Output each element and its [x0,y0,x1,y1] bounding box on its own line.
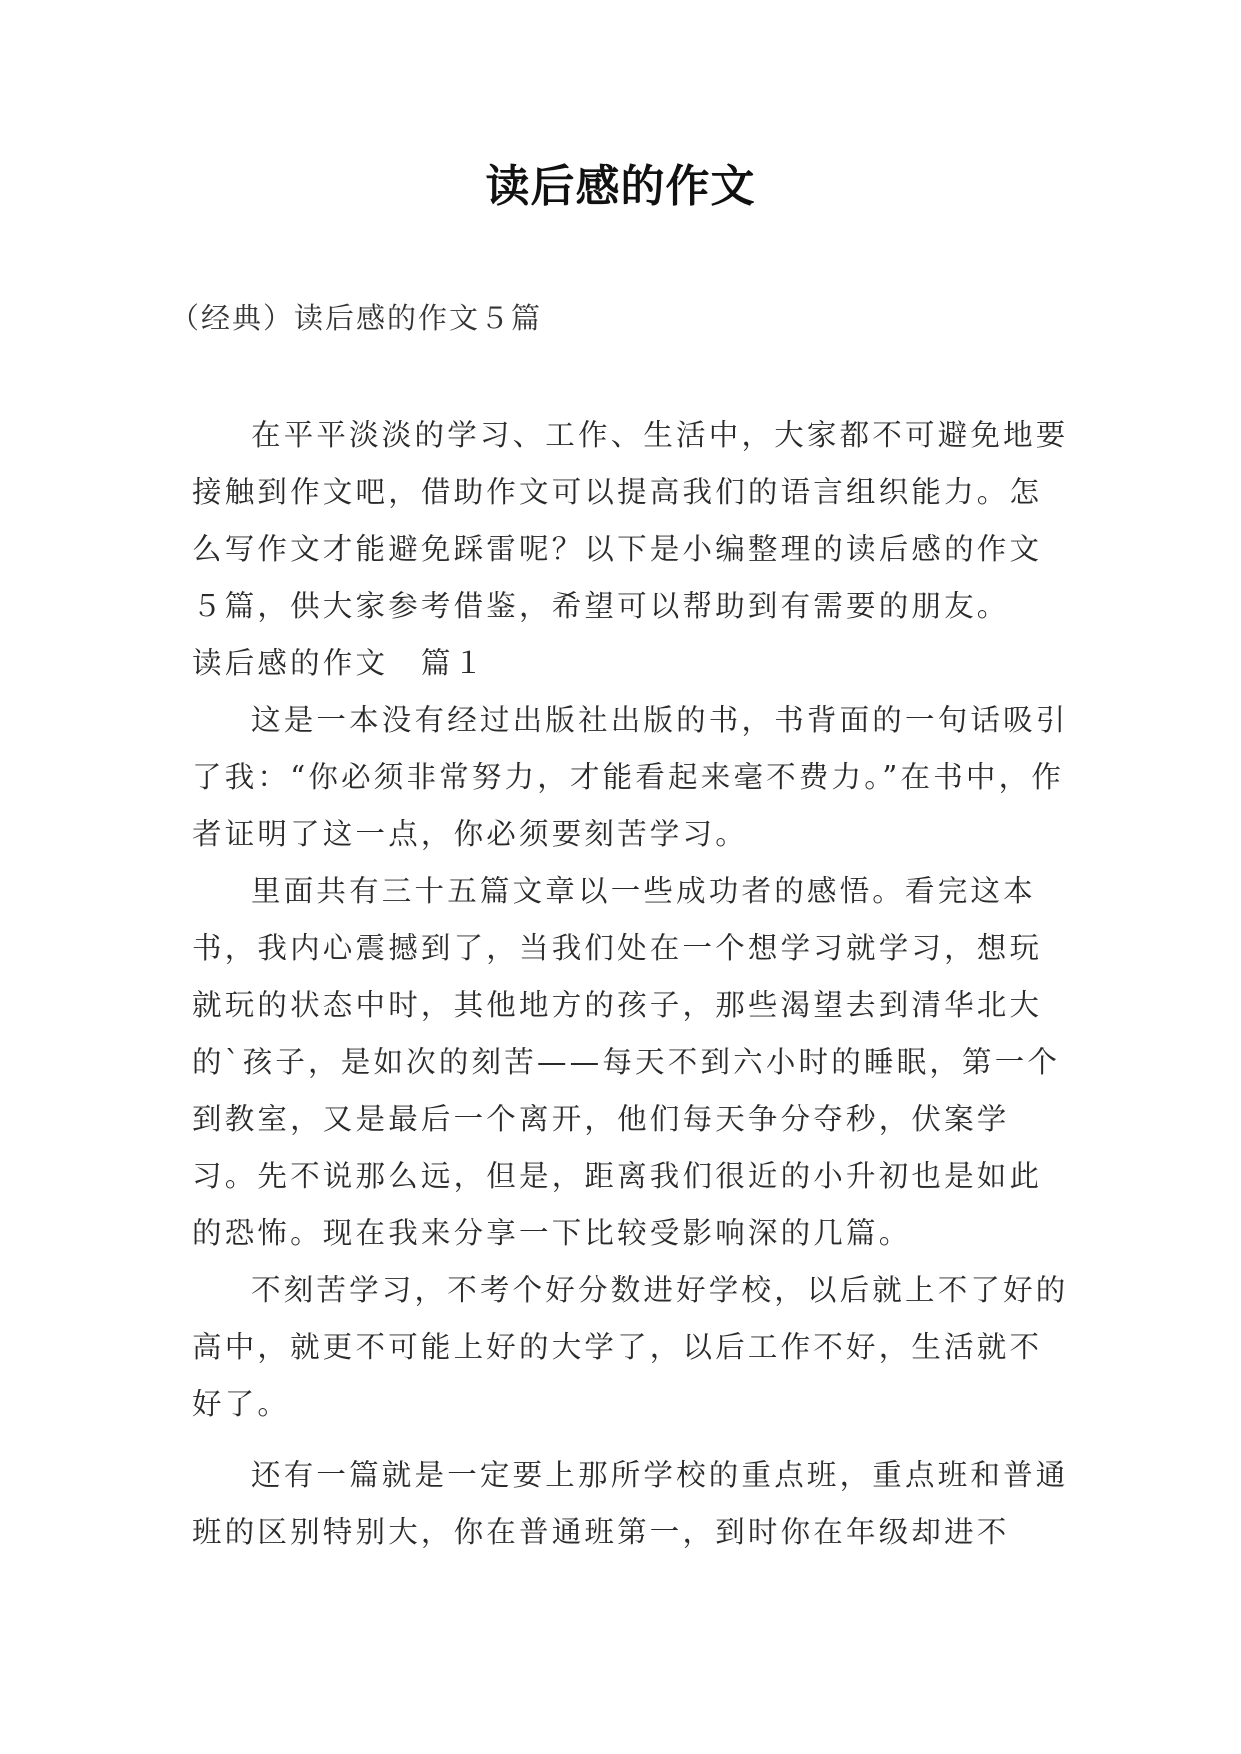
section-heading: 读后感的作文 篇１ [192,646,487,680]
paragraph-spacer [192,1433,1072,1447]
document-title: 读后感的作文 [485,161,756,212]
document-body [192,407,1072,1561]
body-paragraph: 里面共有三十五篇文章以一些成功者的感悟。看完这本书，我内心震撼到了，当我们处在一个想学习就学习，想玩就玩的状态中时，其他地方的孩子，那些渴望去到清华北大的`孩子，是如次的刻苦——每天不到六小时的睡眠，第一个到教室，又是最后一个离开，他们每天争分夺秒，伏案学习。先不说那么远，但是，距离我们很近的小升初也是如此的恐怖。现在我来分享一下比较受影响深的几篇。 [192,874,1061,1250]
body-paragraph: 还有一篇就是一定要上那所学校的重点班，重点班和普通班的区别特别大，你在普通班第一，到时你在年级却进不 [192,1458,1069,1549]
body-paragraph: 这是一本没有经过出版社出版的书，书背面的一句话吸引了我：“你必须非常努力，才能看起来毫不费力。”在书中，作者证明了这一点，你必须要刻苦学习。 [192,703,1069,851]
body-paragraph: 不刻苦学习，不考个好分数进好学校，以后就上不了好的高中，就更不可能上好的大学了，以后工作不好，生活就不好了。 [192,1273,1069,1421]
document-subtitle: （经典）读后感的作文５篇 [170,301,543,335]
intro-paragraph: 在平平淡淡的学习、工作、生活中，大家都不可避免地要接触到作文吧，借助作文可以提高我们的语言组织能力。怎么写作文才能避免踩雷呢？以下是小编整理的读后感的作文５篇，供大家参考借鉴，希望可以帮助到有需要的朋友。 [192,418,1069,623]
